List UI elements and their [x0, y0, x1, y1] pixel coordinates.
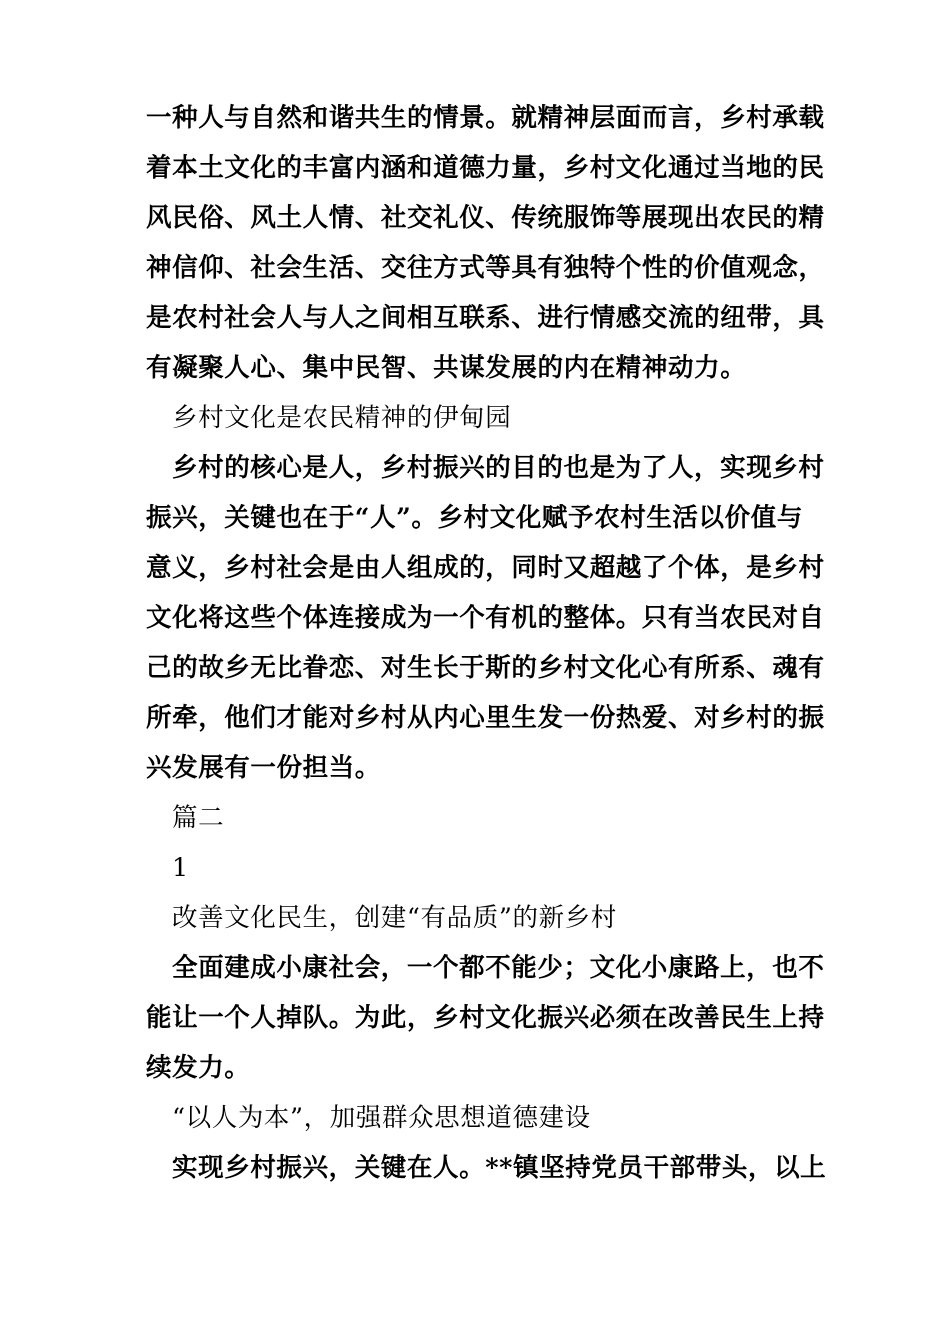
- body-text-line: 实现乡村振兴，关键在人。**镇坚持党员干部带头，以上: [172, 1153, 827, 1183]
- body-text-line: 意义，乡村社会是由人组成的，同时又超越了个体，是乡村: [146, 553, 825, 583]
- section-heading: 乡村文化是农民精神的伊甸园: [172, 403, 512, 433]
- body-text-line: 振兴，关键也在于“人”。乡村文化赋予农村生活以价值与: [146, 503, 803, 533]
- body-text-line: 是农村社会人与人之间相互联系、进行情感交流的纽带，具: [146, 303, 825, 333]
- body-text-line: 己的故乡无比眷恋、对生长于斯的乡村文化心有所系、魂有: [146, 653, 825, 683]
- section-heading: “以人为本”，加强群众思想道德建设: [172, 1103, 591, 1133]
- body-text-line: 能让一个人掉队。为此，乡村文化振兴必须在改善民生上持: [146, 1003, 825, 1033]
- body-text-line: 全面建成小康社会，一个都不能少；文化小康路上，也不: [172, 953, 825, 983]
- part-heading: 篇二: [172, 803, 225, 833]
- body-text-line: 风民俗、风土人情、社交礼仪、传统服饰等展现出农民的精: [146, 203, 825, 233]
- body-text-line: 所牵，他们才能对乡村从内心里生发一份热爱、对乡村的振: [146, 703, 825, 733]
- section-heading: 改善文化民生，创建“有品质”的新乡村: [172, 903, 617, 933]
- body-text-line: 续发力。: [146, 1053, 251, 1083]
- body-text-line: 着本土文化的丰富内涵和道德力量，乡村文化通过当地的民: [146, 153, 825, 183]
- body-text-line: 神信仰、社会生活、交往方式等具有独特个性的价值观念，: [146, 253, 825, 283]
- body-text-line: 一种人与自然和谐共生的情景。就精神层面而言，乡村承载: [146, 103, 825, 133]
- body-text-line: 乡村的核心是人，乡村振兴的目的也是为了人，实现乡村: [172, 453, 825, 483]
- section-number: 1: [172, 853, 189, 883]
- body-text-line: 有凝聚人心、集中民智、共谋发展的内在精神动力。: [146, 353, 747, 383]
- body-text-line: 文化将这些个体连接成为一个有机的整体。只有当农民对自: [146, 603, 825, 633]
- body-text-line: 兴发展有一份担当。: [146, 753, 381, 783]
